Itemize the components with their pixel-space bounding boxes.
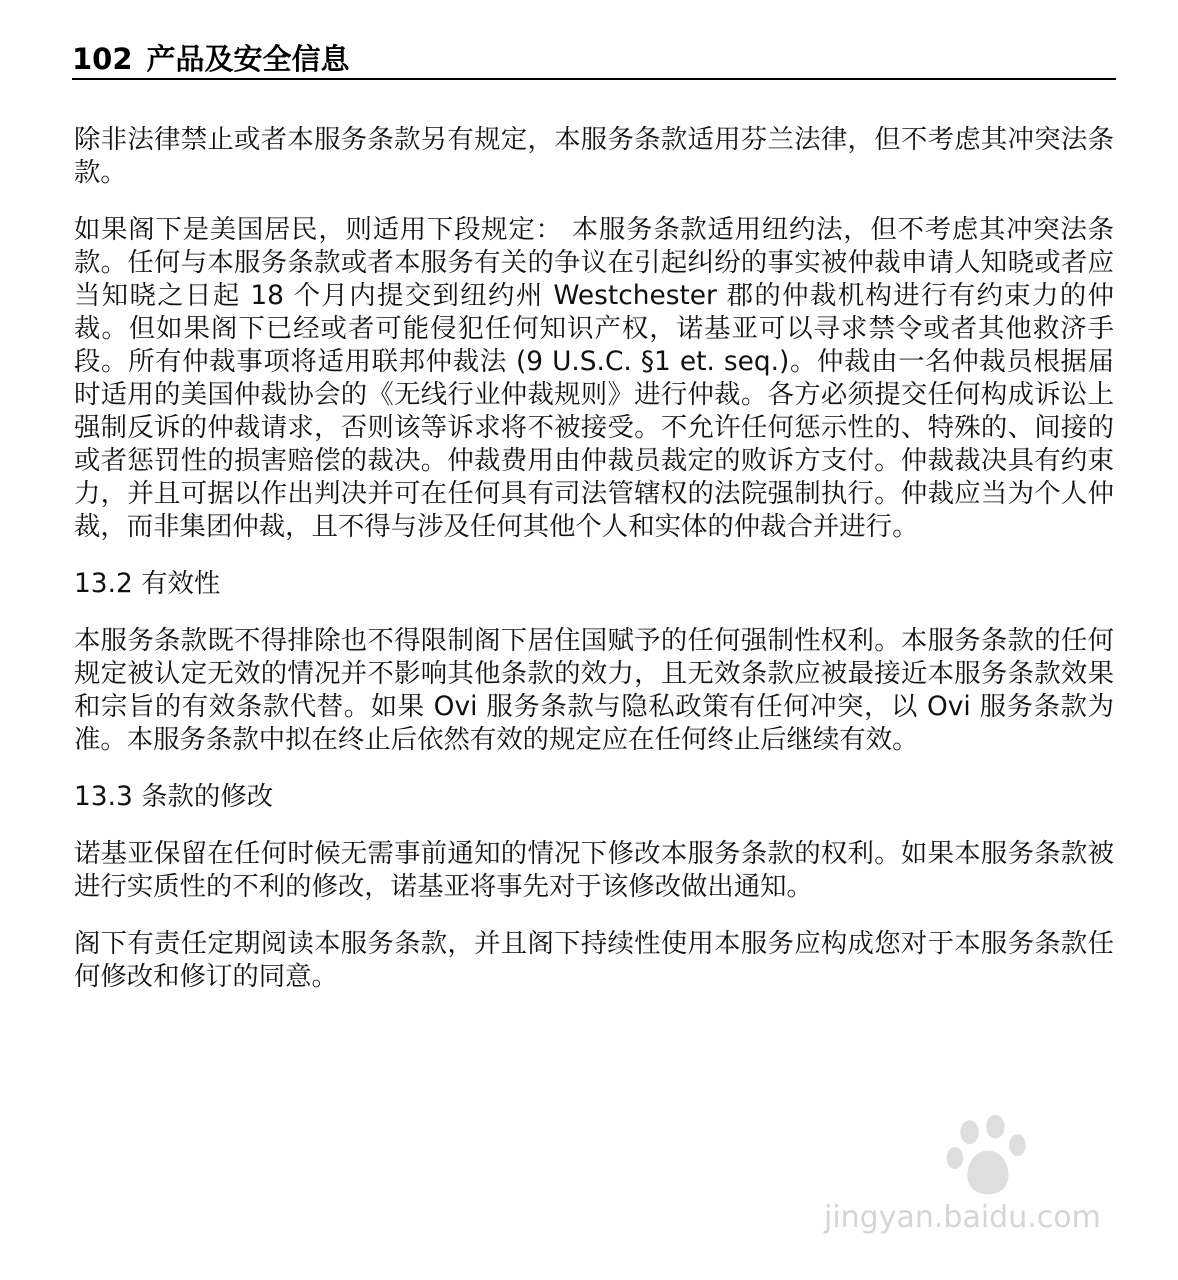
watermark-url: jingyan.baidu.com — [824, 1200, 1101, 1235]
page-number: 102 — [72, 42, 133, 76]
document-body — [74, 123, 1114, 1017]
paragraph-governing-law: 除非法律禁止或者本服务条款另有规定，本服务条款适用芬兰法律，但不考虑其冲突法条款。 — [74, 124, 1114, 188]
paragraph-validity: 本服务条款既不得排除也不得限制阁下居住国赋予的任何强制性权利。本服务条款的任何规定被认定无效的情况并不影响其他条款的效力，且无效条款应被最接近本服务条款效果和宗旨的有效条款代替。如果 Ovi 服务条款与隐私政策有任何冲突，以 Ovi 服务条款为准。本服务条款中拟在终止后依然有效的规定应在任何终止后继续有效。 — [74, 625, 1114, 755]
heading-amendment: 13.3 条款的修改 — [74, 781, 274, 812]
paragraph-amendment-notice: 诺基亚保留在任何时候无需事前通知的情况下修改本服务条款的权利。如果本服务条款被进行实质性的不利的修改，诺基亚将事先对于该修改做出通知。 — [74, 838, 1114, 902]
paragraph-us-arbitration: 如果阁下是美国居民，则适用下段规定： 本服务条款适用纽约法，但不考虑其冲突法条款。任何与本服务条款或者本服务有关的争议在引起纠纷的事实被仲裁申请人知晓或者应当知晓之日起 18 个月内提交到纽约州 Westchester 郡的仲裁机构进行有约束力的仲裁。但如果阁下已经或者可能侵犯任何知识产权，诺基亚可以寻求禁令或者其他救济手段。所有仲裁事项将适用联邦仲裁法 (9 U.S.C. §1 et. seq.)。仲裁由一名仲裁员根据届时适用的美国仲裁协会的《无线行业仲裁规则》进行仲裁。各方必须提交任何构成诉讼上强制反诉的仲裁请求，否则该等诉求将不被接受。不允许任何惩示性的、特殊的、间接的或者惩罚性的损害赔偿的裁决。仲裁费用由仲裁员裁定的败诉方支付。仲裁裁决具有约束力，并且可据以作出判决并可在任何具有司法管辖权的法院强制执行。仲裁应当为个人仲裁，而非集团仲裁，且不得与涉及任何其他个人和实体的仲裁合并进行。 — [74, 214, 1114, 542]
section-title: 产品及安全信息 — [146, 42, 350, 76]
paragraph-amendment-consent: 阁下有责任定期阅读本服务条款，并且阁下持续性使用本服务应构成您对于本服务条款任何修改和修订的同意。 — [74, 928, 1114, 992]
page-header — [72, 40, 1116, 80]
baidu-watermark — [820, 1108, 1110, 1258]
paw-logo-icon — [942, 1112, 1034, 1204]
heading-validity: 13.2 有效性 — [74, 568, 221, 599]
